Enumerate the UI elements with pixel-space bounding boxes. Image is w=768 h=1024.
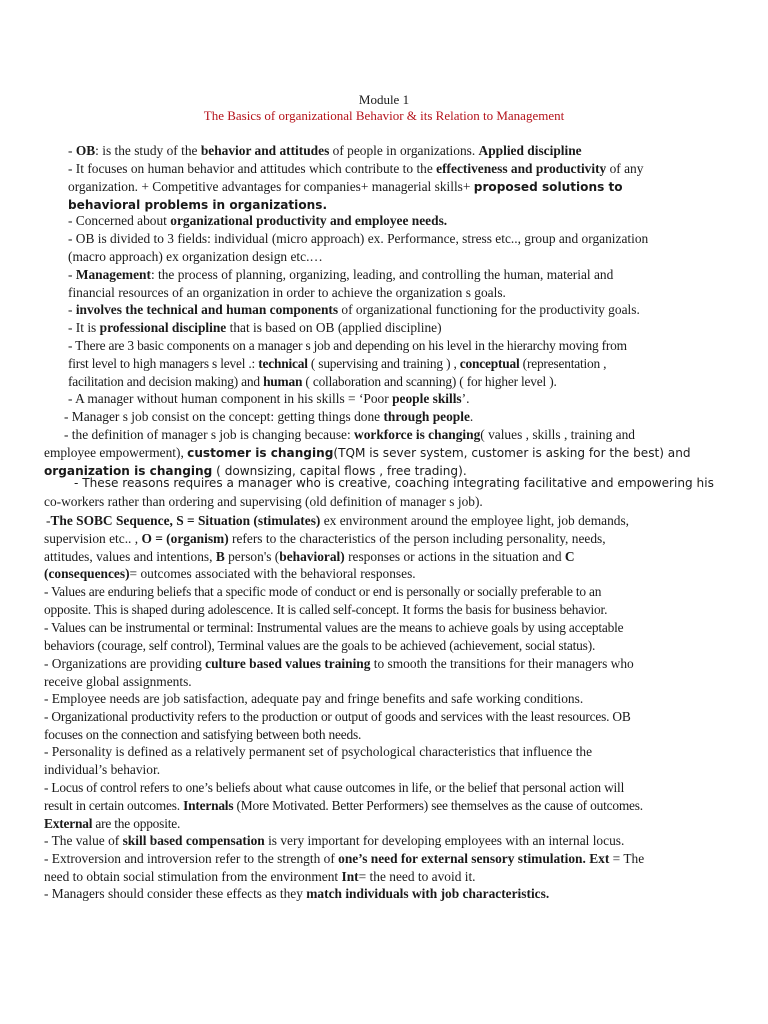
paragraph-manager-components: - There are 3 basic components on a manager s job and depending on his level in the hierarchy moving from first level to high managers s level .: technical ( supervising and training ) , conceptual (representation , facilitation and decision making) and human ( collaboration and scanning) ( for higher level ). [68, 338, 627, 389]
paragraph-through-people: - Manager s job consist on the concept: getting things done through people. [64, 409, 474, 424]
paragraph-professional: - It is professional discipline that is based on OB (applied discipline) [68, 320, 442, 335]
paragraph-management: - Management: the process of planning, organizing, leading, and controlling the human, material and financial resources of an organization in order to achieve the organization s goals. [68, 267, 614, 300]
paragraph-reasons: - These reasons requires a manager who is creative, coaching integrating facilitative and empowering his co-workers rather than ordering and supervising (old definition of manager s job). [44, 476, 714, 509]
paragraph-ob-definition: - OB: is the study of the behavior and attitudes of people in organizations. Applied discipline [68, 143, 582, 158]
paragraph-values-enduring: - Values are enduring beliefs that a specific mode of conduct or end is personally or socially preferable to an opposite. This is shaped during adolescence. It is called self-concept. It forms the basis for business behavior. [44, 584, 608, 617]
paragraph-values-types: - Values can be instrumental or terminal: Instrumental values are the means to achieve goals by using acceptable behaviors (courage, self control), Terminal values are the goals to be achieved (achievement, social status). [44, 620, 624, 653]
paragraph-match-individuals: - Managers should consider these effects as they match individuals with job characteristics. [44, 886, 550, 901]
paragraph-org-productivity: - Organizational productivity refers to the production or output of goods and services with the least resources. OB focuses on the connection and satisfying between both needs. [44, 709, 631, 742]
paragraph-personality: - Personality is defined as a relatively permanent set of psychological characteristics that influence the individual’s behavior. [44, 744, 593, 777]
document-title: The Basics of organizational Behavior & its Relation to Management [203, 108, 565, 123]
paragraph-ob-focus: - It focuses on human behavior and attitudes which contribute to the effectiveness and productivity of any organization. + Competitive advantages for companies+ managerial skills+ proposed solutions to behavioral problems in organizations. [68, 161, 644, 212]
paragraph-components: - involves the technical and human components of organizational functioning for the productivity goals. [68, 302, 640, 317]
paragraph-locus-of-control: - Locus of control refers to one’s beliefs about what cause outcomes in life, or the belief that personal action will result in certain outcomes. Internals (More Motivated. Better Performers) see themselves as the cause of outcomes. External are the opposite. [44, 780, 643, 831]
paragraph-skill-compensation: - The value of skill based compensation is very important for developing employees with an internal locus. [44, 833, 625, 848]
paragraph-people-skills: - A manager without human component in his skills = ‘Poor people skills’. [68, 391, 470, 406]
paragraph-sobc-sequence: -The SOBC Sequence, S = Situation (stimulates) ex environment around the employee light, job demands, supervision etc.. , O = (organism) refers to the characteristics of the person including personality, needs, attitudes, values and intentions, B person's (behavioral) responses or actions in the situation and C (consequences)= outcomes associated with the behavioral responses. [44, 513, 630, 582]
paragraph-ob-concern: - Concerned about organizational productivity and employee needs. [68, 213, 448, 228]
paragraph-culture-training: - Organizations are providing culture based values training to smooth the transitions for their managers who receive global assignments. [44, 656, 634, 689]
paragraph-ob-fields: - OB is divided to 3 fields: individual (micro approach) ex. Performance, stress etc.., group and organization (macro approach) ex organization design etc.… [68, 231, 649, 264]
module-heading: Module 1 [358, 92, 410, 107]
paragraph-job-changing: - the definition of manager s job is changing because: workforce is changing( values , skills , training and employee empowerment), customer is changing(TQM is sever system, customer is asking for the best) and organization is changing ( downsizing, capital flows , free trading). [44, 427, 691, 478]
paragraph-employee-needs: - Employee needs are job satisfaction, adequate pay and fringe benefits and safe working conditions. [44, 691, 584, 706]
paragraph-extroversion: - Extroversion and introversion refer to the strength of one’s need for external sensory stimulation. Ext = The need to obtain social stimulation from the environment Int= the need to avoid it. [44, 851, 645, 884]
